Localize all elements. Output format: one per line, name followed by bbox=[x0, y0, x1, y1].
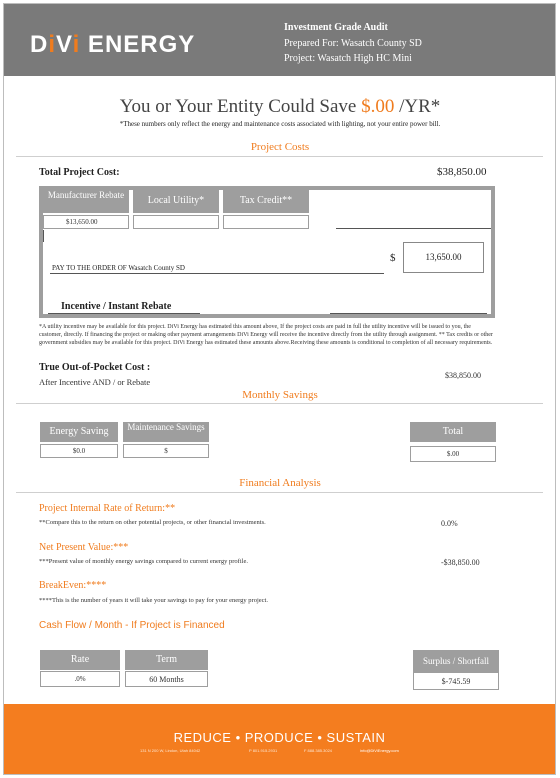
header-bar bbox=[4, 4, 555, 76]
footer-email[interactable]: info@DiViEnergy.com bbox=[360, 748, 399, 753]
divi-logo: DiVi ENERGY bbox=[30, 31, 196, 58]
section-financial-analysis: Financial Analysis bbox=[239, 477, 321, 489]
prepared-for: Prepared For: Wasatch County SD bbox=[284, 38, 422, 49]
out-of-pocket-sub: After Incentive AND / or Rebate bbox=[39, 377, 151, 387]
divider bbox=[16, 492, 543, 493]
local-utility-value bbox=[133, 215, 219, 229]
energy-saving-header: Energy Saving bbox=[40, 422, 118, 442]
check-left-line bbox=[43, 230, 44, 242]
surplus-shortfall-header: Surplus / Shortfall bbox=[413, 650, 499, 672]
total-savings-header: Total bbox=[410, 422, 496, 442]
local-utility-header: Local Utility* bbox=[133, 189, 219, 213]
term-header: Term bbox=[125, 650, 208, 670]
energy-saving-value: $0.0 bbox=[40, 444, 118, 458]
maintenance-savings-value: $ bbox=[123, 444, 209, 458]
tax-credit-header: Tax Credit** bbox=[223, 189, 309, 213]
audit-title: Investment Grade Audit bbox=[284, 22, 388, 33]
project-name: Project: Wasatch High HC Mini bbox=[284, 53, 412, 64]
irr-value: 0.0% bbox=[441, 519, 458, 528]
breakeven-label: BreakEven:**** bbox=[39, 580, 107, 591]
pay-to-order: PAY TO THE ORDER OF Wasatch County SD bbox=[52, 264, 185, 272]
section-monthly-savings: Monthly Savings bbox=[242, 389, 318, 401]
npv-label: Net Present Value:*** bbox=[39, 542, 129, 553]
footer-fax: F 888.385.3024 bbox=[304, 748, 333, 753]
pay-to-line bbox=[50, 273, 384, 274]
incentive-line-right bbox=[330, 313, 487, 314]
total-savings-value: $.00 bbox=[410, 446, 496, 462]
manufacturer-rebate-value: $13,650.00 bbox=[43, 215, 129, 229]
headline-note: *These numbers only reflect the energy and maintenance costs associated with lighting, not your entire power bill. bbox=[119, 120, 441, 128]
surplus-shortfall-value: $-745.59 bbox=[413, 672, 499, 690]
utility-disclaimer: *A utility incentive may be available for this project. DiVi Energy has estimated this amount above, If the project costs are paid in full the utility incentive will be issued to you, the customer, directly. If financing the project or making other payment arrangements DiVi Energy will receive the incentive directly from the utility through assignment. ** Tax credits or other government subsidies may be available for this project. DiVi Energy has estimated these amounts above.Receiving these amounts is conditional to completion of all necessary requirements. bbox=[39, 324, 493, 346]
savings-headline: You or Your Entity Could Save $.00 /YR* bbox=[119, 96, 441, 117]
out-of-pocket-value: $38,850.00 bbox=[445, 371, 481, 380]
npv-value: -$38,850.00 bbox=[441, 558, 480, 567]
cash-flow-label: Cash Flow / Month - If Project is Financed bbox=[39, 620, 225, 631]
rate-header: Rate bbox=[40, 650, 120, 670]
total-project-cost-value: $38,850.00 bbox=[437, 166, 487, 178]
footer-bar bbox=[4, 704, 555, 774]
irr-note: **Compare this to the return on other potential projects, or other financial investments. bbox=[39, 519, 266, 526]
dollar-sign: $ bbox=[390, 252, 396, 264]
npv-note: ***Present value of monthly energy savings compared to current energy profile. bbox=[39, 558, 248, 565]
irr-label: Project Internal Rate of Return:** bbox=[39, 503, 176, 514]
out-of-pocket-label: True Out-of-Pocket Cost : bbox=[39, 362, 151, 373]
rate-value: .0% bbox=[40, 671, 120, 687]
footer-address: 131 N 200 W, Lindon, Utah 84042 bbox=[140, 748, 201, 753]
footer-slogan: REDUCE • PRODUCE • SUSTAIN bbox=[173, 730, 386, 745]
breakeven-note: ****This is the number of years it will take your savings to pay for your energy project. bbox=[39, 597, 268, 604]
total-project-cost-label: Total Project Cost: bbox=[39, 167, 120, 178]
tax-credit-value bbox=[223, 215, 309, 229]
check-amount: 13,650.00 bbox=[403, 242, 484, 273]
incentive-label: Incentive / Instant Rebate bbox=[61, 301, 172, 312]
section-project-costs: Project Costs bbox=[250, 141, 310, 153]
divider bbox=[16, 156, 543, 157]
manufacturer-rebate-header: Manufacturer Rebate bbox=[43, 189, 129, 213]
incentive-line bbox=[48, 313, 200, 314]
divider bbox=[16, 403, 543, 404]
term-value: 60 Months bbox=[125, 671, 208, 687]
maintenance-savings-header: Maintenance Savings bbox=[123, 422, 209, 442]
check-signature-line bbox=[336, 228, 491, 229]
footer-phone: P 801.915.2931 bbox=[249, 748, 278, 753]
